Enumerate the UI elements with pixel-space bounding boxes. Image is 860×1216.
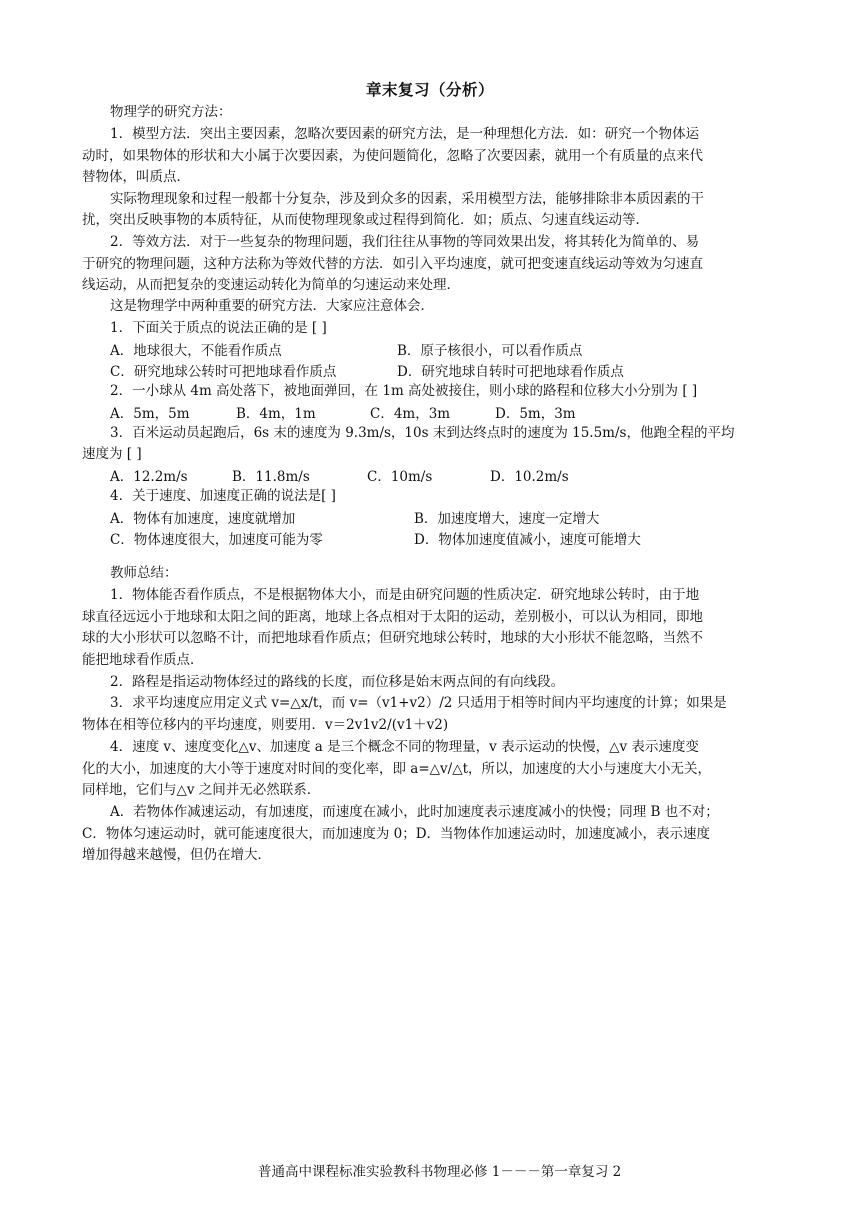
q2-option-c: C．4m，3m [370, 406, 451, 422]
summary-heading: 教师总结： [110, 565, 178, 581]
q3-option-b: B．11.8m/s [232, 469, 310, 485]
summary1-line3: 球的大小形状可以忽略不计，而把地球看作质点；但研究地球公转时，地球的大小形状不能忽略，当然不 [82, 630, 703, 646]
q2-option-b: B．4m，1m [236, 406, 316, 422]
page-footer: 普通高中课程标准实验教科书物理必修 1－－－第一章复习 2 [258, 1164, 622, 1180]
summary3-line1: 3．求平均速度应用定义式 v=△x/t，而 v=（v1+v2）/2 只适用于相等时间内平均速度的计算；如果是 [110, 695, 727, 711]
question-1: 1．下面关于质点的说法正确的是 [ ] [110, 320, 327, 336]
summary4-line1: 4．速度 v、速度变化△v、加速度 a 是三个概念不同的物理量，v 表示运动的快慢，△v 表示速度变 [110, 739, 699, 755]
question-3-line1: 3．百米运动员起跑后，6s 末的速度为 9.3m/s，10s 末到达终点时的速度为 15.5m/s，他跑全程的平均 [110, 425, 735, 441]
summary5-line2: C．物体匀速运动时，就可能速度很大，而加速度为 0；D．当物体作加速运动时，加速度减小，表示速度 [82, 826, 711, 842]
summary4-line3: 同样地，它们与△v 之间并无必然联系． [82, 782, 321, 798]
summary5-line1: A．若物体作减速运动，有加速度，而速度在减小，此时加速度表示速度减小的快慢；同理 B 也不对； [110, 804, 719, 820]
page-title: 章末复习（分析） [365, 80, 494, 99]
q3-option-a: A．12.2m/s [110, 469, 188, 485]
method1-line1: 1．模型方法．突出主要因素，忽略次要因素的研究方法，是一种理想化方法．如：研究一个物体运 [110, 126, 700, 142]
q4-option-a: A．物体有加速度，速度就增加 [110, 511, 296, 527]
methods-closing: 这是物理学中两种重要的研究方法．大家应注意体会． [110, 298, 434, 314]
q1-option-b: B．原子核很小，可以看作质点 [397, 343, 583, 359]
q1-option-c: C．研究地球公转时可把地球看作质点 [110, 364, 337, 380]
q1-option-d: D．研究地球自转时可把地球看作质点 [397, 364, 624, 380]
q4-option-c: C．物体速度很大，加速度可能为零 [110, 532, 323, 548]
q3-option-d: D．10.2m/s [490, 469, 569, 485]
q3-option-c: C．10m/s [367, 469, 433, 485]
model-para-line1: 实际物理现象和过程一般都十分复杂，涉及到众多的因素，采用模型方法，能够排除非本质因素的干 [110, 191, 704, 207]
question-4: 4．关于速度、加速度正确的说法是[ ] [110, 488, 336, 504]
q2-option-d: D．5m，3m [495, 406, 576, 422]
model-para-line2: 扰，突出反映事物的本质特征，从而使物理现象或过程得到简化．如；质点、匀速直线运动等． [82, 212, 649, 228]
summary4-line2: 化的大小，加速度的大小等于速度对时间的变化率，即 a=△v/△t，所以，加速度的大小与速度大小无关， [82, 761, 712, 777]
q4-option-b: B．加速度增大，速度一定增大 [414, 511, 600, 527]
summary1-line1: 1．物体能否看作质点，不是根据物体大小，而是由研究问题的性质决定．研究地球公转时，由于地 [110, 587, 700, 603]
summary1-line2: 球直径远远小于地球和太阳之间的距离，地球上各点相对于太阳的运动，差别极小，可以认为相同，即地 [82, 609, 703, 625]
q2-option-a: A．5m，5m [110, 406, 190, 422]
question-2: 2．一小球从 4m 高处落下，被地面弹回，在 1m 高处被接住，则小球的路程和位移大小分别为 [ ] [110, 383, 698, 399]
methods-heading: 物理学的研究方法： [110, 104, 232, 120]
summary3-line2: 物体在相等位移内的平均速度，则要用．v＝2v1v2/(v1＋v2) [82, 717, 449, 733]
method2-line3: 线运动，从而把复杂的变速运动转化为简单的匀速运动来处理． [82, 277, 460, 293]
method2-line1: 2．等效方法．对于一些复杂的物理问题，我们往往从事物的等同效果出发，将其转化为简单的、易 [110, 234, 700, 250]
summary2: 2．路程是指运动物体经过的路线的长度，而位移是始末两点间的有向线段。 [110, 674, 565, 690]
method1-line2: 动时，如果物体的形状和大小属于次要因素，为使问题简化，忽略了次要因素，就用一个有质量的点来代 [82, 148, 703, 164]
summary1-line4: 能把地球看作质点． [82, 652, 204, 668]
question-3-line2: 速度为 [ ] [82, 446, 142, 462]
q4-option-d: D．物体加速度值减小，速度可能增大 [414, 532, 641, 548]
method1-line3: 替物体，叫质点． [82, 169, 190, 185]
q1-option-a: A．地球很大，不能看作质点 [110, 343, 282, 359]
summary5-line3: 增加得越来越慢，但仍在增大． [82, 847, 271, 863]
method2-line2: 于研究的物理问题，这种方法称为等效代替的方法．如引入平均速度，就可把变速直线运动等效为匀速直 [82, 256, 703, 272]
